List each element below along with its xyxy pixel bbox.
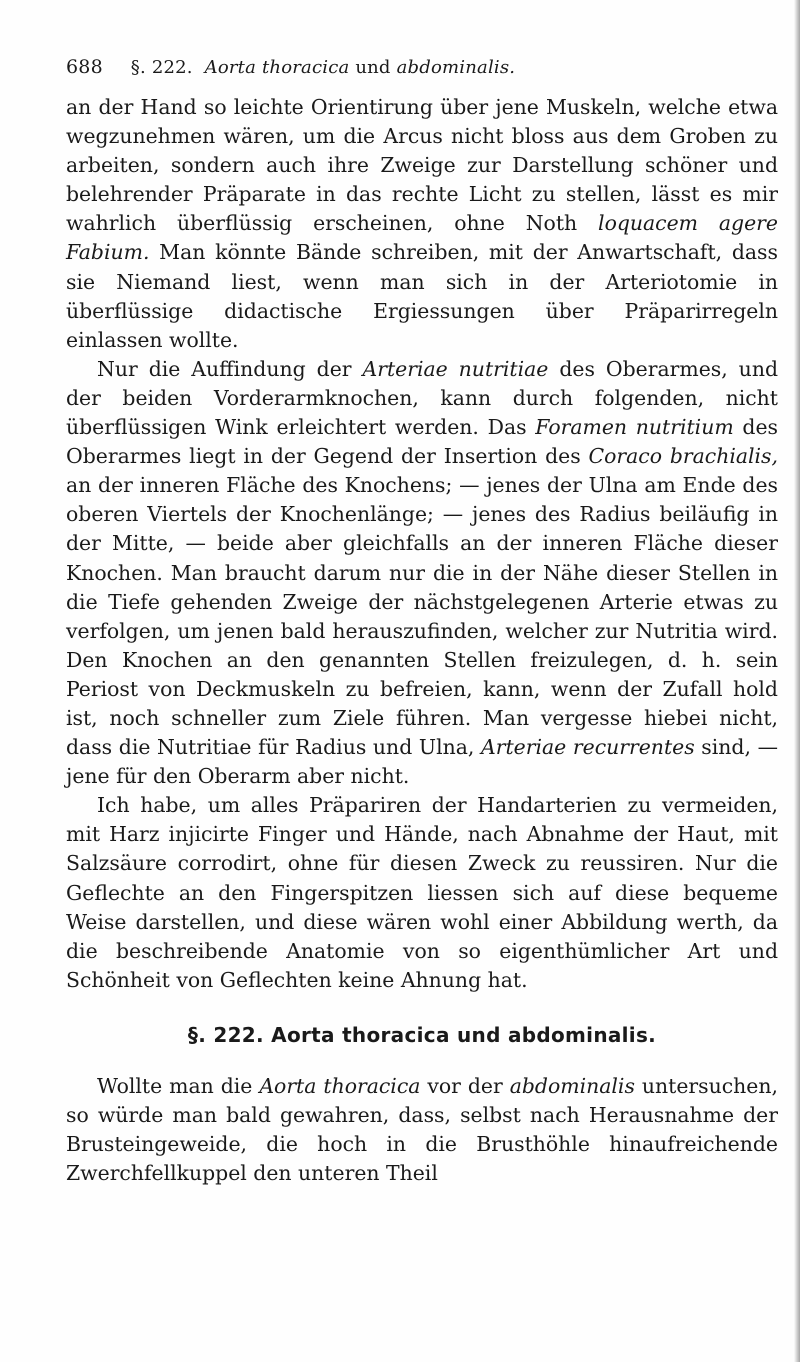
p4-text-3: untersuchen, so würde man bald gewahren, dass, selbst nach Herausnahme der Brusteingeweide, die hoch in die Brusthöhle hinaufreichende Zwerchfellkuppel den unteren Theil	[66, 1074, 778, 1186]
p2-text-2: des Oberarmes, und der beiden Vorderarmknochen, kann durch folgenden, nicht überflüssigen Wink erleichtert werden. Das	[66, 356, 779, 440]
p2-italic-1: Arteriae nutritiae	[362, 356, 549, 381]
body-text	[66, 93, 778, 1188]
running-title	[205, 57, 516, 78]
paragraph-4	[66, 1072, 778, 1188]
p2-text-3: des Oberarmes liegt in der Gegend der Insertion des	[66, 415, 778, 469]
p4-text-1: Wollte man die	[97, 1074, 260, 1098]
page-edge-shadow	[794, 0, 800, 1362]
running-title-part2: abdominalis.	[396, 57, 516, 78]
section-heading: §. 222. Aorta thoracica und abdominalis.	[187, 1022, 657, 1047]
p2-italic-4: Arteriae recurrentes	[481, 735, 695, 760]
paragraph-3	[66, 791, 778, 995]
p4-text-2: vor der	[420, 1074, 510, 1098]
p2-text-5: sind, — jene für den Oberarm aber nicht.	[66, 735, 778, 789]
p4-italic-1: Aorta thoracica	[259, 1074, 421, 1098]
paragraph-1	[66, 93, 778, 355]
running-header	[66, 56, 766, 78]
header-section-ref: §. 222.	[130, 57, 193, 78]
running-title-conj: und	[355, 57, 391, 78]
p2-text-4: an der inneren Fläche des Knochens; — jenes der Ulna am Ende des oberen Viertels der Knochenlänge; — jenes des Radius beiläufig in der Mitte, — beide aber gleichfalls an der inneren Fläche dieser Knochen. Man braucht darum nur die in der Nähe dieser Stellen in die Tiefe gehenden Zweige der nächstgelegenen Arterie etwas zu verfolgen, um jenen bald herauszufinden, welcher zur Nutritia wird. Den Knochen an den genannten Stellen freizulegen, d. h. sein Periost von Deckmuskeln zu befreien, kann, wenn der Zufall hold ist, noch schneller zum Ziele führen. Man vergesse hiebei nicht, dass die Nutritiae für Radius und Ulna,	[66, 473, 778, 760]
p2-italic-3: Coraco brachialis,	[588, 444, 778, 469]
running-title-part1: Aorta thoracica	[204, 57, 350, 78]
p1-text-1: an der Hand so leichte Orientirung über jene Muskeln, welche etwa wegzunehmen wären, um die Arcus nicht bloss aus dem Groben zu arbeiten, sondern auch ihre Zweige zur Darstellung schöner und belehrender Präparate in das rechte Licht zu stellen, lässt es mir wahrlich überflüssig erscheinen, ohne Noth	[66, 95, 778, 236]
p1-text-2: Man könnte Bände schreiben, mit der Anwartschaft, dass sie Niemand liest, wenn man sich in der Arteriotomie in überflüssige didactische Ergiessungen über Präparirregeln einlassen wollte.	[66, 240, 778, 352]
p3-text-1: Ich habe, um alles Präpariren der Handarterien zu vermeiden, mit Harz injicirte Finger und Hände, nach Abnahme der Haut, mit Salzsäure corrodirt, ohne für diesen Zweck zu reussiren. Nur die Geflechte an den Fingerspitzen liessen sich auf diese bequeme Weise darstellen, und diese wären wohl einer Abbildung werth, da die beschreibende Anatomie von so eigenthümlicher Art und Schönheit von Geflechten keine Ahnung hat.	[66, 793, 778, 992]
p1-italic-1: loquacem agere Fabium.	[66, 211, 778, 265]
page-number: 688	[66, 56, 103, 78]
p4-italic-2: abdominalis	[509, 1074, 635, 1098]
paragraph-2	[66, 355, 778, 791]
p2-text-1: Nur die Auffindung der	[97, 356, 363, 381]
p2-italic-2: Foramen nutritium	[535, 415, 734, 440]
